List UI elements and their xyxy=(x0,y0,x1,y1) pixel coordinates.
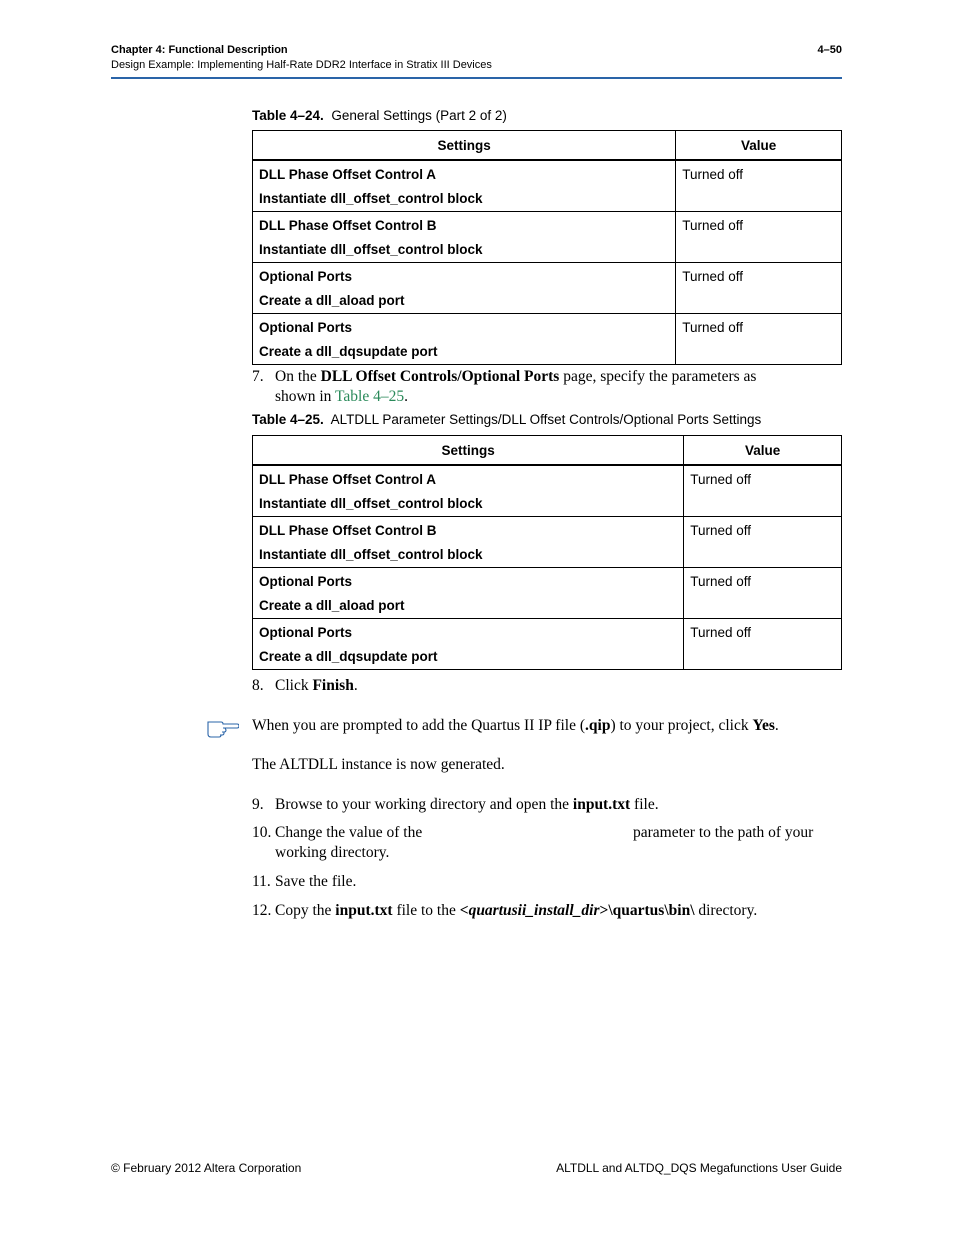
table1-caption xyxy=(252,108,507,123)
footer-copyright: © February 2012 Altera Corporation xyxy=(111,1161,302,1175)
setting-name: Optional Ports xyxy=(259,625,353,640)
setting-cell xyxy=(253,568,684,619)
table1-caption-label: Table 4–24. xyxy=(252,108,324,123)
step-text: Click xyxy=(275,677,313,694)
table-row xyxy=(253,517,842,568)
table-row xyxy=(253,263,842,314)
column-header-value: Value xyxy=(676,131,842,161)
step-text: Change the value of the xyxy=(275,824,423,841)
step-text: file. xyxy=(630,796,659,813)
step-8-text xyxy=(275,676,358,696)
step-7-text xyxy=(275,367,756,407)
table-header-row xyxy=(253,436,842,466)
install-dir-placeholder: quartusii_install_dir xyxy=(468,902,600,919)
setting-option: Create a dll_aload port xyxy=(259,598,405,613)
table-header-row xyxy=(253,131,842,161)
table-row xyxy=(253,465,842,517)
step-10-text xyxy=(275,823,814,863)
value-cell: Turned off xyxy=(676,160,842,212)
qip-extension: .qip xyxy=(585,717,611,734)
input-file-name: input.txt xyxy=(335,902,393,919)
step-text: Browse to your working directory and open the xyxy=(275,796,573,813)
setting-cell xyxy=(253,314,676,365)
chapter-title: Chapter 4: Functional Description xyxy=(111,44,288,56)
path-segment: >\quartus\bin\ xyxy=(599,902,695,919)
section-subtitle: Design Example: Implementing Half-Rate DDR2 Interface in Stratix III Devices xyxy=(111,59,492,71)
setting-cell xyxy=(253,619,684,670)
step-text: . xyxy=(353,677,358,694)
step-text: . xyxy=(404,388,408,405)
step-text: directory. xyxy=(694,902,758,919)
pointing-hand-icon xyxy=(207,716,239,738)
setting-name: Optional Ports xyxy=(259,269,353,284)
value-cell: Turned off xyxy=(676,263,842,314)
value-cell: Turned off xyxy=(684,517,842,568)
finish-label: Finish xyxy=(312,677,354,694)
table1-caption-text: General Settings (Part 2 of 2) xyxy=(331,108,507,123)
setting-cell xyxy=(253,263,676,314)
step-number: 8. xyxy=(252,677,264,694)
step-number: 9. xyxy=(252,796,264,813)
altdll-parameter-table xyxy=(252,435,842,670)
value-cell: Turned off xyxy=(684,568,842,619)
setting-option: Instantiate dll_offset_control block xyxy=(259,547,483,562)
path-segment: < xyxy=(459,902,469,919)
table-row xyxy=(253,212,842,263)
note-text xyxy=(252,716,779,736)
setting-cell xyxy=(253,465,684,517)
step-11-text: Save the file. xyxy=(275,873,357,890)
step-9-text xyxy=(275,795,659,815)
footer-document-title: ALTDLL and ALTDQ_DQS Megafunctions User Guide xyxy=(556,1161,842,1175)
step-8 xyxy=(252,676,358,696)
value-cell: Turned off xyxy=(684,619,842,670)
note-segment: ) to your project, click xyxy=(610,717,753,734)
step-number: 10. xyxy=(252,824,272,841)
generated-text: The ALTDLL instance is now generated. xyxy=(252,756,505,773)
value-cell: Turned off xyxy=(676,212,842,263)
step-text: Copy the xyxy=(275,902,336,919)
step-text: working directory. xyxy=(275,844,390,861)
column-header-settings: Settings xyxy=(253,436,684,466)
setting-name: Optional Ports xyxy=(259,320,353,335)
step-7 xyxy=(252,367,757,405)
step-number: 12. xyxy=(252,902,272,919)
setting-name: DLL Phase Offset Control B xyxy=(259,523,437,538)
page-header xyxy=(111,43,842,73)
page-name: DLL Offset Controls/Optional Ports xyxy=(320,368,560,385)
step-11 xyxy=(252,872,357,892)
step-12 xyxy=(252,901,758,921)
setting-name: DLL Phase Offset Control A xyxy=(259,167,437,182)
step-number: 11. xyxy=(252,873,271,890)
setting-option: Instantiate dll_offset_control block xyxy=(259,191,483,206)
setting-option: Create a dll_aload port xyxy=(259,293,405,308)
setting-cell xyxy=(253,160,676,212)
value-cell: Turned off xyxy=(684,465,842,517)
setting-name: DLL Phase Offset Control A xyxy=(259,472,437,487)
table2-caption-text: ALTDLL Parameter Settings/DLL Offset Controls/Optional Ports Settings xyxy=(330,412,762,427)
step-text: page, specify the parameters as xyxy=(559,368,757,385)
table-row xyxy=(253,568,842,619)
table2-caption-label: Table 4–25. xyxy=(252,412,324,427)
setting-option: Create a dll_dqsupdate port xyxy=(259,344,438,359)
table-row xyxy=(253,619,842,670)
page-number: 4–50 xyxy=(817,44,842,56)
step-9 xyxy=(252,795,659,815)
setting-cell xyxy=(253,517,684,568)
step-text: file to the xyxy=(392,902,460,919)
table-row xyxy=(253,160,842,212)
header-divider xyxy=(111,77,842,79)
setting-option: Instantiate dll_offset_control block xyxy=(259,496,483,511)
step-text: shown in xyxy=(275,388,336,405)
setting-option: Instantiate dll_offset_control block xyxy=(259,242,483,257)
step-number: 7. xyxy=(252,368,264,385)
column-header-settings: Settings xyxy=(253,131,676,161)
step-10 xyxy=(252,823,814,861)
yes-label: Yes xyxy=(752,717,775,734)
general-settings-table xyxy=(252,130,842,365)
setting-name: DLL Phase Offset Control B xyxy=(259,218,437,233)
table-row xyxy=(253,314,842,365)
table-link[interactable]: Table 4–25 xyxy=(335,388,405,405)
step-text: parameter to the path of your xyxy=(633,824,814,841)
note-segment: When you are prompted to add the Quartus II IP file ( xyxy=(252,717,586,734)
setting-cell xyxy=(253,212,676,263)
setting-option: Create a dll_dqsupdate port xyxy=(259,649,438,664)
input-file-name: input.txt xyxy=(572,796,631,813)
setting-name: Optional Ports xyxy=(259,574,353,589)
value-cell: Turned off xyxy=(676,314,842,365)
note-segment: . xyxy=(774,717,779,734)
table2-caption xyxy=(252,412,761,427)
column-header-value: Value xyxy=(684,436,842,466)
step-12-text xyxy=(275,901,757,921)
step-text: On the xyxy=(275,368,321,385)
